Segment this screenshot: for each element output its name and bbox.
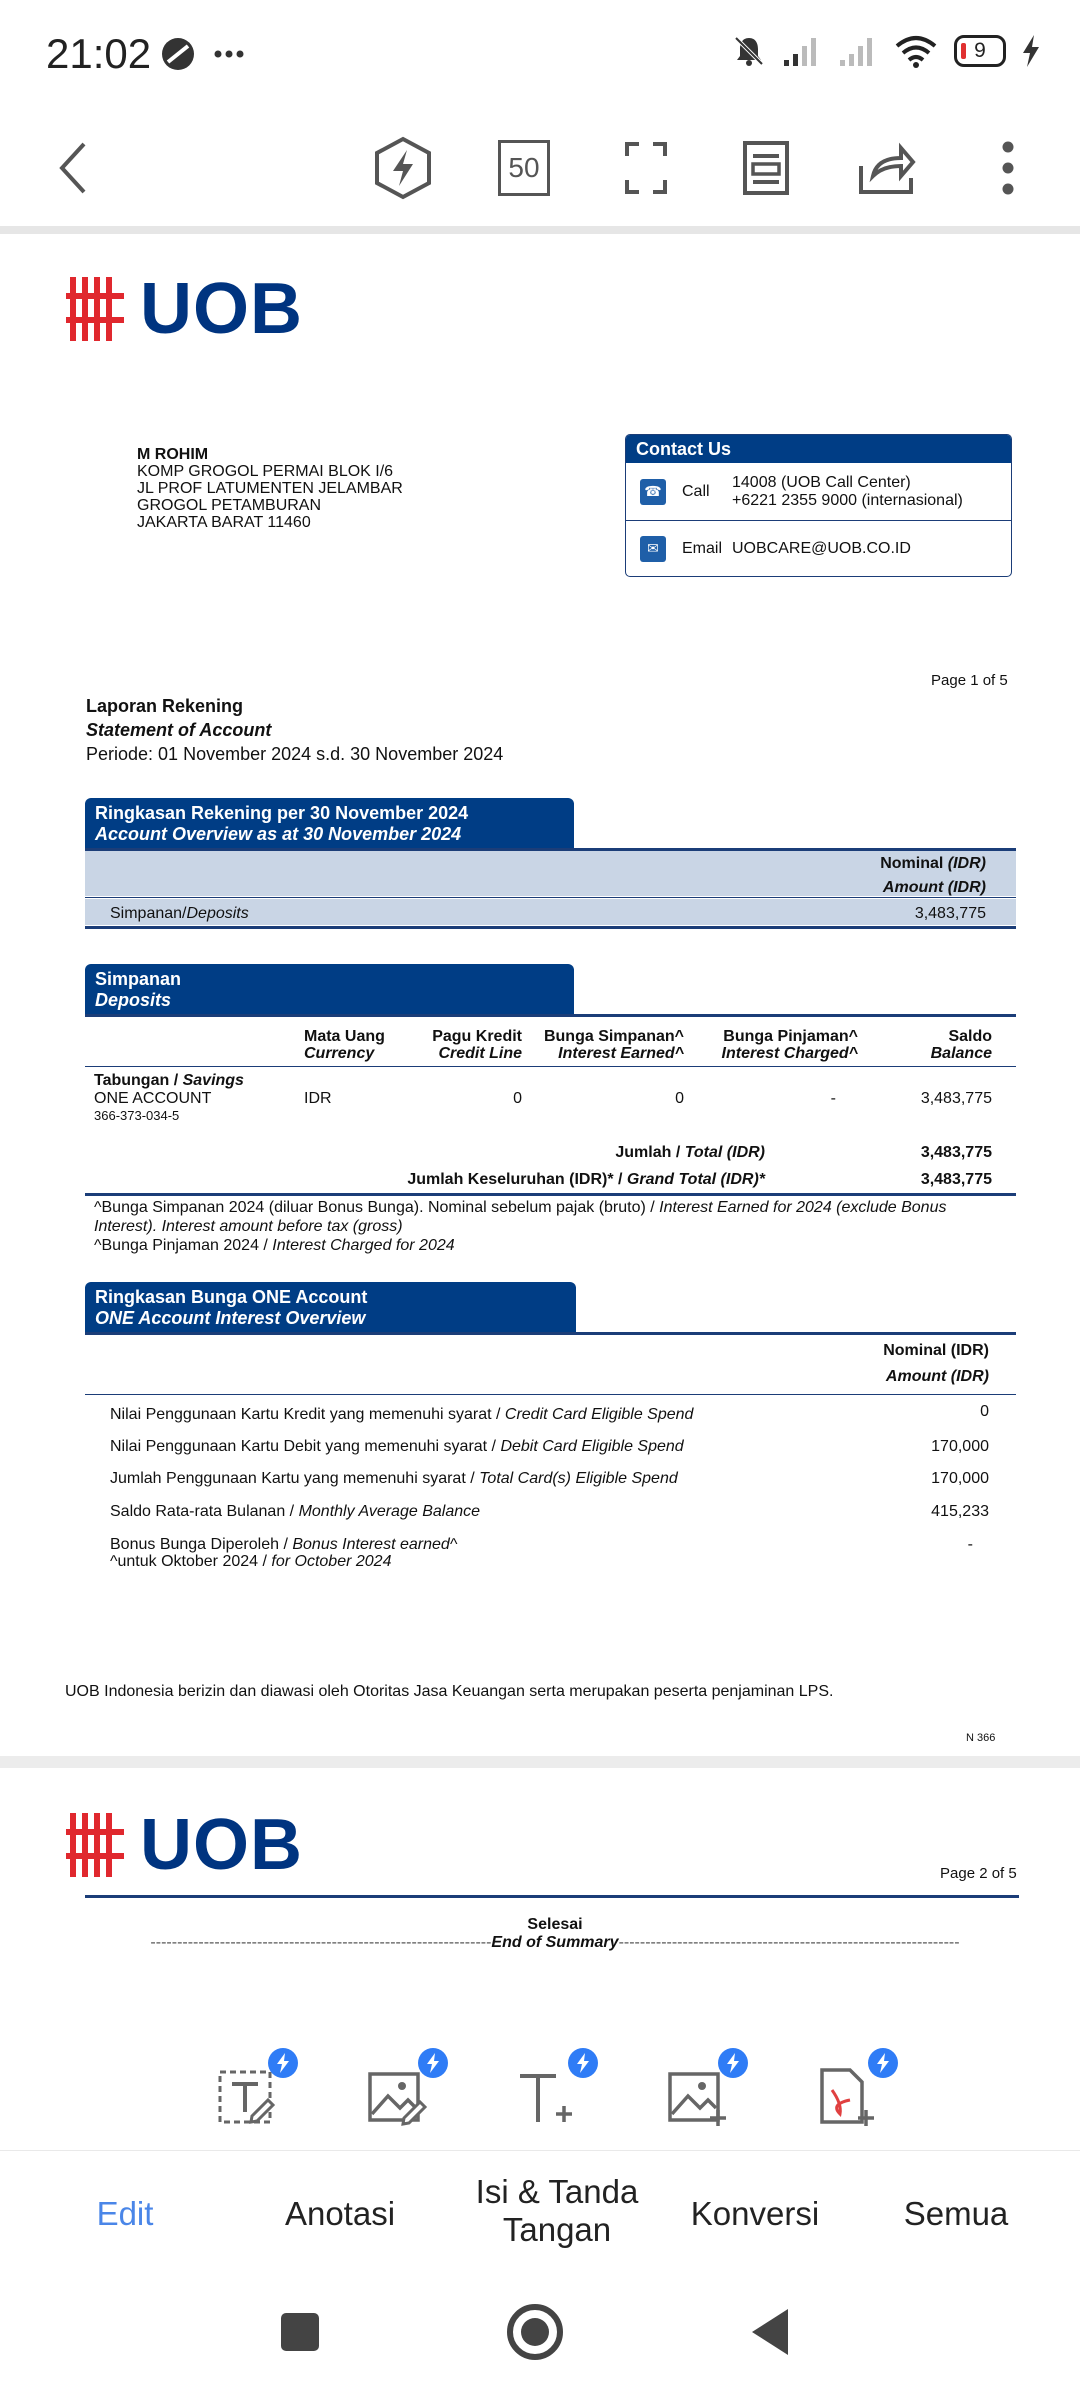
home-button[interactable] <box>507 2304 563 2360</box>
viewer-toolbar <box>0 110 1080 226</box>
section-rule <box>85 1895 1019 1898</box>
tab-fill-sign[interactable]: Isi & Tanda Tangan <box>475 2173 639 2248</box>
statement-title-en: Statement of Account <box>86 720 272 740</box>
statement-title-block <box>86 694 503 766</box>
status-bar <box>0 0 1080 110</box>
page-count-box: 50 <box>498 140 550 196</box>
address-line: GROGOL PETAMBURAN <box>137 497 322 514</box>
more-options-button[interactable] <box>966 126 1050 210</box>
col-interest-id: Bunga Simpanan^ <box>543 1028 684 1045</box>
section-rule <box>85 1014 1016 1017</box>
statement-period: Periode: 01 November 2024 s.d. 30 November 2024 <box>86 744 504 764</box>
total-value: 3,483,775 <box>920 1144 992 1161</box>
address-line: JL PROF LATUMENTEN JELAMBAR <box>137 480 403 497</box>
status-right-icons <box>732 34 1040 68</box>
contact-us-box <box>625 434 1012 577</box>
uob-logo-mark-icon <box>66 1813 124 1877</box>
home-dot-icon <box>521 2318 549 2346</box>
account-type: Tabungan / Savings <box>94 1072 244 1089</box>
one-account-row-value: 0 <box>980 1403 989 1420</box>
section-title-en: ONE Account Interest Overview <box>95 1308 366 1328</box>
contact-title: Contact Us <box>626 435 1011 463</box>
lightning-hexagon-icon <box>373 136 433 200</box>
more-vertical-icon <box>1001 140 1015 196</box>
silent-bell-icon <box>732 34 766 68</box>
address-line: JAKARTA BARAT 11460 <box>137 514 311 531</box>
section-title-en: Account Overview as at 30 November 2024 <box>95 824 462 844</box>
status-time: 21:02 <box>46 30 152 77</box>
col-amount-header: Amount (IDR) <box>885 1368 989 1385</box>
call-label: Call <box>682 482 710 500</box>
ai-badge-icon <box>418 2048 448 2078</box>
share-button[interactable] <box>845 126 929 210</box>
section-title-id: Simpanan <box>95 969 182 989</box>
tab-convert[interactable]: Konversi <box>690 2195 820 2232</box>
account-name: ONE ACCOUNT <box>94 1090 212 1107</box>
col-currency-id: Mata Uang <box>304 1028 385 1045</box>
col-currency-en: Currency <box>304 1045 375 1062</box>
back-button[interactable] <box>30 126 114 210</box>
email-icon: ✉ <box>640 536 666 562</box>
add-image-tool[interactable] <box>650 2052 740 2142</box>
charging-bolt-icon <box>1022 35 1040 67</box>
bonus-interest-period: ^untuk Oktober 2024 / for October 2024 <box>110 1553 392 1570</box>
uob-logo <box>66 1804 303 1886</box>
page-count-button[interactable] <box>482 126 566 210</box>
col-nominal-header: Nominal (IDR) <box>880 855 986 872</box>
uob-logo-text: UOB <box>140 1805 303 1885</box>
one-account-row-value: 415,233 <box>931 1503 989 1520</box>
fullscreen-button[interactable] <box>604 126 688 210</box>
col-amount-header: Amount (IDR) <box>882 879 986 896</box>
share-icon <box>857 140 917 196</box>
ai-tools-button[interactable] <box>361 126 445 210</box>
customer-name: M ROHIM <box>137 446 209 463</box>
reading-mode-icon <box>742 140 790 196</box>
tab-edit[interactable]: Edit <box>96 2195 154 2232</box>
section-rule <box>85 926 1016 929</box>
contact-email-row <box>626 520 1011 576</box>
page-number: Page 1 of 5 <box>931 672 1008 689</box>
toolbar-divider <box>0 226 1080 234</box>
dash-line-left: ---------------------------------------------------------------- <box>150 1934 492 1951</box>
edit-tools-row <box>0 2030 1080 2150</box>
back-nav-button[interactable] <box>750 2307 790 2357</box>
row-rule <box>85 1066 1016 1067</box>
one-account-row-label: Nilai Penggunaan Kartu Kredit yang memenuhi syarat / Credit Card Eligible Spend <box>110 1406 694 1423</box>
overview-row-value: 3,483,775 <box>914 905 986 922</box>
col-charged-en: Interest Charged^ <box>721 1045 858 1062</box>
regulatory-footer: UOB Indonesia berizin dan diawasi oleh Otoritas Jasa Keuangan serta merupakan peserta penjaminan LPS. <box>65 1683 834 1700</box>
end-of-summary <box>95 1916 1015 1952</box>
pdf-document-viewer[interactable] <box>0 234 1080 2240</box>
section-title-id: Ringkasan Rekening per 30 November 2024 <box>95 803 469 823</box>
dash-line-right: ---------------------------------------------------------------- <box>618 1934 960 1951</box>
recent-apps-button[interactable] <box>281 2313 319 2351</box>
address-line: KOMP GROGOL PERMAI BLOK I/6 <box>137 463 394 480</box>
section-title-en: Deposits <box>95 990 172 1010</box>
col-interest-en: Interest Earned^ <box>558 1045 684 1062</box>
col-balance-en: Balance <box>930 1045 992 1062</box>
status-left-icons <box>160 36 244 72</box>
uob-logo-mark-icon <box>66 277 124 341</box>
col-charged-id: Bunga Pinjaman^ <box>723 1028 858 1045</box>
end-summary-en: End of Summary <box>491 1934 619 1951</box>
account-overview-header <box>85 798 574 848</box>
document-code: N 366 <box>966 1732 996 1744</box>
battery-level: 9 <box>974 39 986 62</box>
grand-total-value: 3,483,775 <box>920 1171 992 1188</box>
bonus-interest-label: Bonus Bunga Diperoleh / Bonus Interest earned^ <box>110 1536 458 1553</box>
one-account-row-label: Nilai Penggunaan Kartu Debit yang memenuhi syarat / Debit Card Eligible Spend <box>110 1438 684 1455</box>
signal-sim1-icon <box>782 34 822 68</box>
edit-image-tool[interactable] <box>350 2052 440 2142</box>
back-arrow-icon <box>52 138 92 198</box>
grand-total-label: Jumlah Keseluruhan (IDR)* / Grand Total (IDR)* <box>407 1171 765 1188</box>
ai-badge-icon <box>268 2048 298 2078</box>
uob-logo-text: UOB <box>140 269 303 349</box>
more-notifications-icon <box>214 49 244 59</box>
email-address: UOBCARE@UOB.CO.ID <box>732 539 911 557</box>
overview-header-band <box>85 851 1016 896</box>
row-rule <box>85 897 1016 898</box>
ai-badge-icon <box>868 2048 898 2078</box>
tab-annotate[interactable]: Anotasi <box>284 2195 396 2232</box>
note-interest-charged: ^Bunga Pinjaman 2024 / Interest Charged for 2024 <box>94 1237 455 1254</box>
call-number: 14008 (UOB Call Center) <box>732 473 911 491</box>
signal-sim2-icon <box>838 34 878 68</box>
customer-address <box>137 446 403 531</box>
edit-text-tool[interactable] <box>200 2052 290 2142</box>
ai-badge-icon <box>568 2048 598 2078</box>
one-account-row-value: 170,000 <box>931 1470 989 1487</box>
system-navigation-bar <box>0 2275 1080 2400</box>
statement-title-id: Laporan Rekening <box>86 696 244 716</box>
fullscreen-icon <box>623 140 669 196</box>
add-pdf-page-tool[interactable] <box>800 2052 890 2142</box>
page-gap <box>0 1756 1080 1768</box>
end-summary-id: Selesai <box>527 1916 583 1933</box>
account-number: 366-373-034-5 <box>94 1108 180 1123</box>
one-account-row-value: 170,000 <box>931 1438 989 1455</box>
col-credit-id: Pagu Kredit <box>432 1028 522 1045</box>
page-number: Page 2 of 5 <box>940 1865 1017 1882</box>
total-label: Jumlah / Total (IDR) <box>615 1144 765 1161</box>
uob-logo <box>66 268 303 350</box>
email-label: Email <box>682 539 723 557</box>
deposit-notes <box>94 1198 1014 1255</box>
col-nominal-header: Nominal (IDR) <box>883 1342 989 1359</box>
section-title-id: Ringkasan Bunga ONE Account <box>95 1287 368 1307</box>
contact-call-row <box>626 463 1011 520</box>
account-currency: IDR <box>304 1090 332 1107</box>
add-text-tool[interactable] <box>500 2052 590 2142</box>
bottom-tab-bar <box>0 2150 1080 2275</box>
overview-row-label: Simpanan/Deposits <box>110 905 249 922</box>
bonus-interest-value: - <box>967 1536 973 1553</box>
reading-mode-button[interactable] <box>724 126 808 210</box>
wifi-icon <box>894 34 938 68</box>
note-interest-earned: ^Bunga Simpanan 2024 (diluar Bonus Bunga). Nominal sebelum pajak (bruto) / Interest Earned for 2024 (exclude Bonus Interest). Interest amount before tax (gross) <box>94 1199 947 1235</box>
account-credit-line: 0 <box>513 1090 522 1107</box>
col-balance-id: Saldo <box>948 1028 992 1045</box>
dnd-moon-icon <box>160 36 196 72</box>
tab-all[interactable]: Semua <box>903 2195 1009 2232</box>
one-account-header <box>85 1282 576 1332</box>
phone-icon: ☎ <box>640 479 666 505</box>
one-account-row-label: Saldo Rata-rata Bulanan / Monthly Average Balance <box>110 1503 481 1520</box>
row-rule <box>85 1394 1016 1395</box>
battery-indicator <box>954 35 1006 67</box>
account-interest-earned: 0 <box>675 1090 684 1107</box>
account-balance: 3,483,775 <box>920 1090 992 1107</box>
deposits-header <box>85 964 574 1014</box>
section-rule <box>85 1193 1016 1196</box>
section-rule <box>85 1332 1016 1335</box>
col-credit-en: Credit Line <box>438 1045 522 1062</box>
pdf-page-1 <box>0 234 1080 1756</box>
ai-badge-icon <box>718 2048 748 2078</box>
call-number-intl: +6221 2355 9000 (internasional) <box>732 491 963 509</box>
account-interest-charged: - <box>830 1090 836 1107</box>
one-account-row-label: Jumlah Penggunaan Kartu yang memenuhi syarat / Total Card(s) Eligible Spend <box>110 1470 678 1487</box>
